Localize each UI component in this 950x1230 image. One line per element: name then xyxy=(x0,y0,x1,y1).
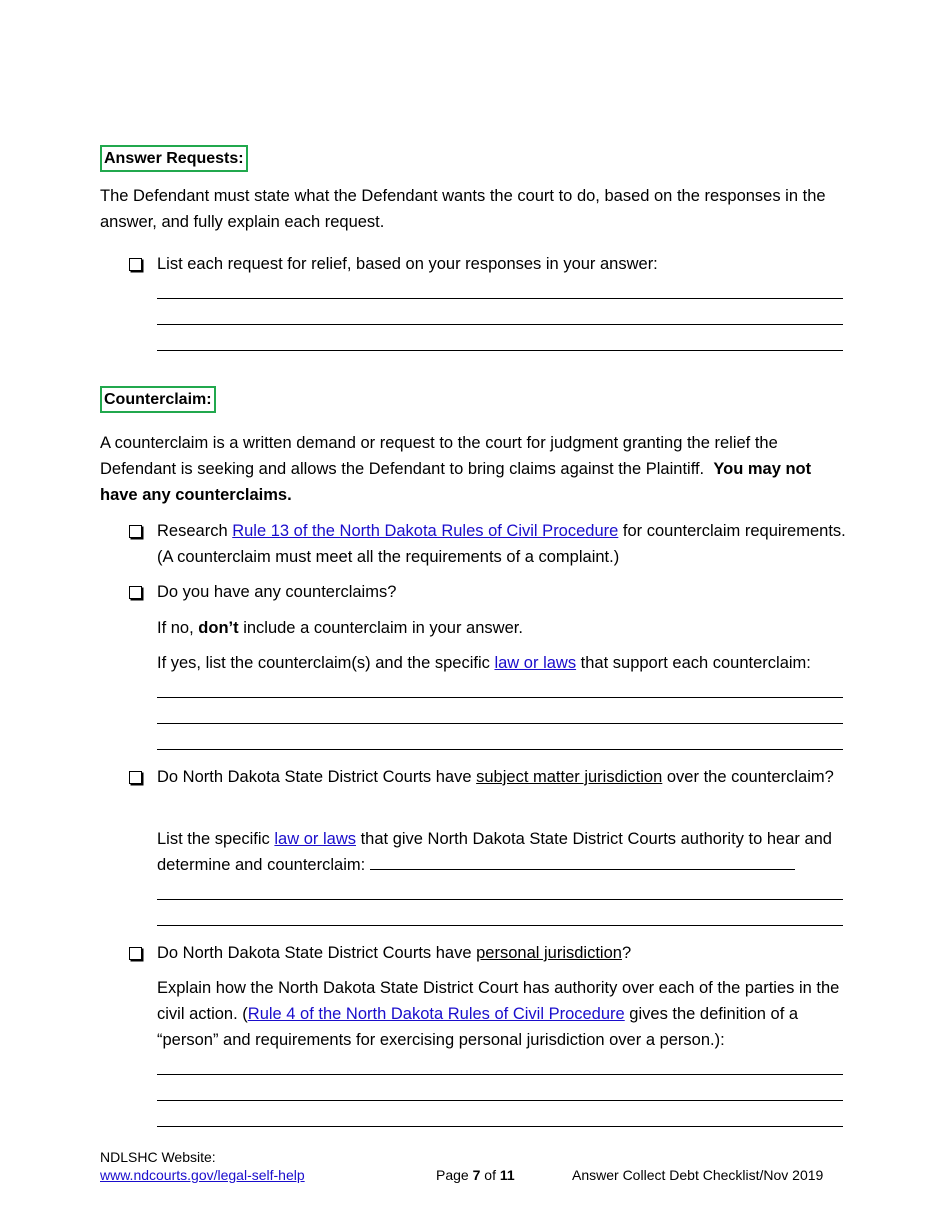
smj-checkbox[interactable] xyxy=(129,771,142,784)
counterclaim-intro-text: A counterclaim is a written demand or request to the court for judgment granting the relief the Defendant is seeking and allows the Defendant to bring claims against the Plaintiff. xyxy=(100,434,778,478)
research-suffix: for counterclaim requirements. (A counterclaim must meet all the requirements of a complaint.) xyxy=(157,522,846,566)
footer-site-label: NDLSHC Website: xyxy=(100,1149,216,1165)
smj-suffix: over the counterclaim? xyxy=(662,768,834,786)
counterclaim-blank-line-1[interactable] xyxy=(157,697,843,698)
relief-blank-line-3[interactable] xyxy=(157,350,843,351)
pj-explain-suffix: gives the definition of a “person” and requirements for exercising personal jurisdiction over a person.): xyxy=(157,1005,799,1049)
if-no-prefix: If no, xyxy=(157,619,199,637)
pj-blank-line-2[interactable] xyxy=(157,1100,843,1101)
relief-blank-line-2[interactable] xyxy=(157,324,843,325)
counterclaim-intro-bold: You may not have any counterclaims. xyxy=(100,460,812,504)
relief-blank-line-1[interactable] xyxy=(157,298,843,299)
pj-blank-line-1[interactable] xyxy=(157,1074,843,1075)
law-or-laws-link-2[interactable]: law or laws xyxy=(274,830,356,848)
smj-list-text xyxy=(157,826,847,878)
if-yes-prefix: If yes, list the counterclaim(s) and the specific xyxy=(157,654,495,672)
smj-blank-line-2[interactable] xyxy=(157,925,843,926)
relief-item-text: List each request for relief, based on your responses in your answer: xyxy=(157,255,658,273)
if-yes-text xyxy=(157,650,847,676)
footer-doc-title: Answer Collect Debt Checklist/Nov 2019 xyxy=(572,1167,824,1183)
pj-prefix: Do North Dakota State District Courts have xyxy=(157,944,477,962)
smj-prefix: Do North Dakota State District Courts have xyxy=(157,768,477,786)
pj-question xyxy=(157,940,847,966)
smj-term: subject matter jurisdiction xyxy=(476,768,663,786)
if-yes-suffix: that support each counterclaim: xyxy=(576,654,811,672)
rule-13-link[interactable]: Rule 13 of the North Dakota Rules of Civil Procedure xyxy=(232,522,619,540)
pj-term: personal jurisdiction xyxy=(476,944,622,962)
smj-inline-blank[interactable] xyxy=(370,868,795,870)
research-item xyxy=(157,518,847,570)
page-num: 7 xyxy=(472,1167,481,1183)
smj-list-prefix: List the specific xyxy=(157,830,275,848)
if-no-text xyxy=(157,615,847,641)
pj-suffix: ? xyxy=(621,944,632,962)
law-or-laws-link-1[interactable]: law or laws xyxy=(494,654,577,672)
pj-explain-text xyxy=(157,975,847,1053)
footer-site-link[interactable]: www.ndcourts.gov/legal-self-help xyxy=(100,1167,305,1183)
rule-4-link[interactable]: Rule 4 of the North Dakota Rules of Civil Procedure xyxy=(247,1005,625,1023)
pj-checkbox[interactable] xyxy=(129,947,142,960)
smj-question xyxy=(157,764,847,790)
if-no-bold: don’t xyxy=(198,619,239,637)
counterclaim-blank-line-2[interactable] xyxy=(157,723,843,724)
of-word: of xyxy=(480,1167,500,1183)
counterclaim-heading: Counterclaim: xyxy=(100,386,216,413)
footer-page-number xyxy=(436,1166,515,1184)
counterclaim-intro xyxy=(100,430,845,508)
page-word: Page xyxy=(436,1167,473,1183)
relief-checkbox[interactable] xyxy=(129,258,142,271)
smj-blank-line-1[interactable] xyxy=(157,899,843,900)
research-prefix: Research xyxy=(157,522,233,540)
page-total: 11 xyxy=(499,1167,515,1183)
answer-requests-intro: The Defendant must state what the Defendant wants the court to do, based on the responses in the answer, and fully explain each request. xyxy=(100,187,826,231)
pj-explain-prefix: Explain how the North Dakota State District Court has authority over each of the parties in the civil action. ( xyxy=(157,979,840,1023)
pj-blank-line-3[interactable] xyxy=(157,1126,843,1127)
answer-requests-heading: Answer Requests: xyxy=(100,145,248,172)
have-counterclaims-question: Do you have any counterclaims? xyxy=(157,583,397,601)
research-checkbox[interactable] xyxy=(129,525,142,538)
counterclaim-blank-line-3[interactable] xyxy=(157,749,843,750)
if-no-suffix: include a counterclaim in your answer. xyxy=(238,619,523,637)
have-counterclaims-checkbox[interactable] xyxy=(129,586,142,599)
smj-list-suffix: that give North Dakota State District Courts authority to hear and determine and counterclaim: xyxy=(157,830,832,874)
